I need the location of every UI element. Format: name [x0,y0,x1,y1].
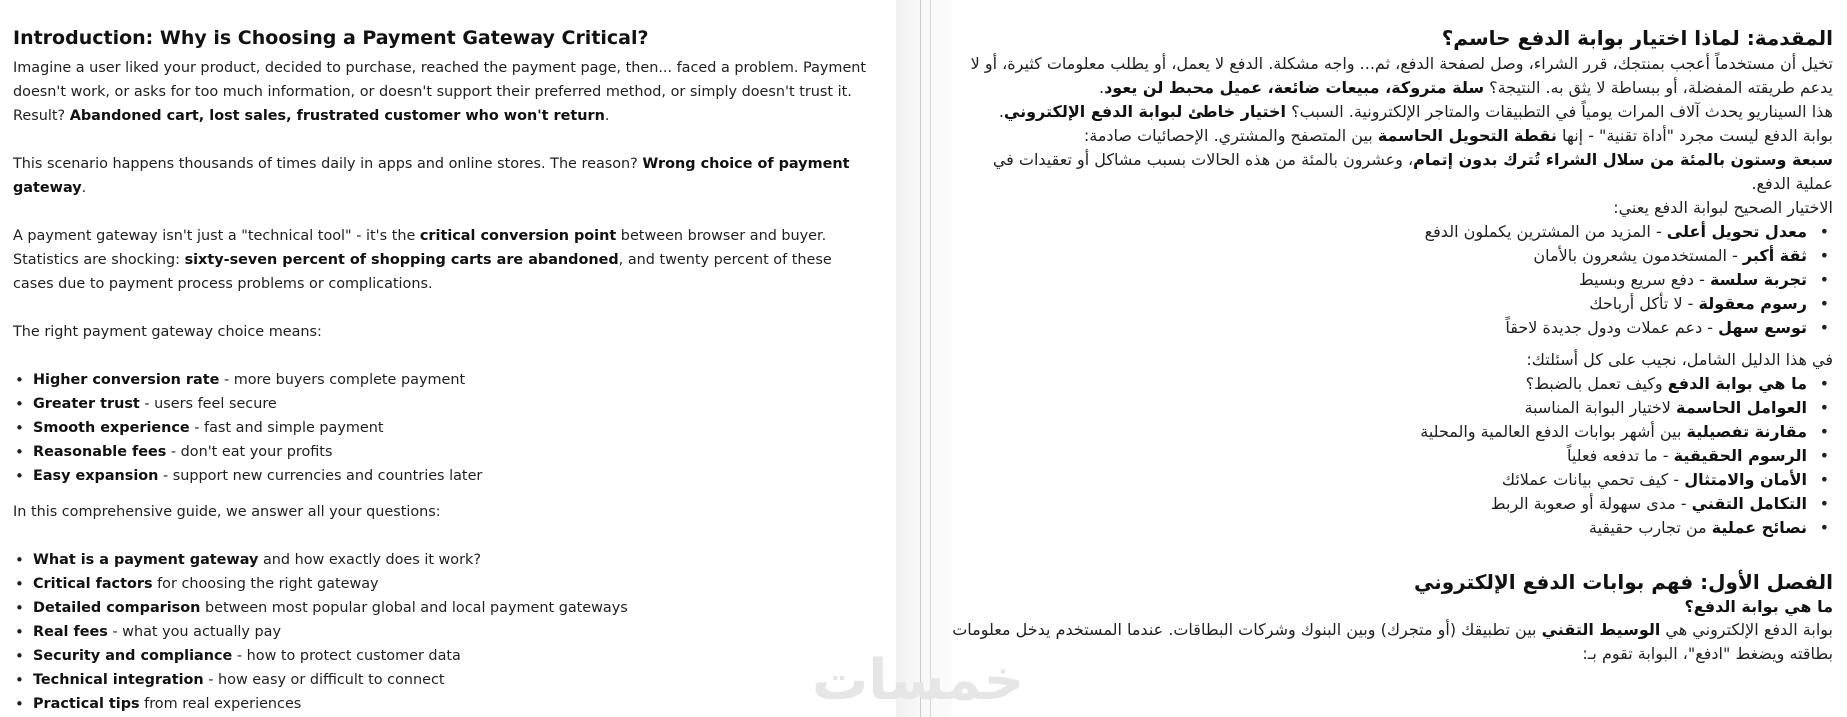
bold-text: مقارنة تفصيلية [1686,422,1807,441]
list-item [13,416,870,440]
list-item [13,440,870,464]
arabic-intro-heading: المقدمة: لماذا اختيار بوابة الدفع حاسم؟ [1441,26,1833,50]
english-intro-heading: Introduction: Why is Choosing a Payment Gateway Critical? [13,27,649,49]
bold-text: Greater trust [33,396,140,412]
arabic-chapter-1-paragraph [952,618,1833,666]
bold-text: Practical tips [33,696,140,712]
text: . [604,108,610,124]
bold-text: الوسيط التقني [1541,620,1661,639]
arabic-paragraph-5: في هذا الدليل الشامل، نجيب على كل أسئلتك: [1526,350,1833,369]
pane-divider-edge [930,0,931,717]
text: A payment gateway isn't just a "technical tool" - it's the [13,228,420,244]
arabic-benefits-list [952,220,1833,340]
text: - what you actually pay [107,624,281,640]
arabic-document-pane[interactable] [952,0,1847,717]
list-item [952,516,1833,540]
text: - how easy or difficult to connect [203,672,445,688]
bold-text: What is a payment gateway [33,552,259,568]
arabic-paragraph-3 [952,124,1833,196]
text: between browser and buyer. Statistics are shocking: [13,228,827,268]
text: - المزيد من المشترين يكملون الدفع [1424,222,1667,241]
bold-text: نقطة التحويل الحاسمة [1377,126,1557,145]
text: وكيف تعمل بالضبط؟ [1525,374,1668,393]
arabic-paragraph-1 [952,52,1833,100]
list-item [13,572,870,596]
bold-text: Reasonable fees [33,444,167,460]
text: - دعم عملات ودول جديدة لاحقاً [1505,318,1719,337]
english-paragraph-3 [13,224,870,296]
bold-text: العوامل الحاسمة [1676,398,1807,417]
bold-text: ما هي بوابة الدفع [1667,374,1807,393]
list-item [952,420,1833,444]
text: Imagine a user liked your product, decided to purchase, reached the payment page, then... faced a problem. Payment doesn't work, or asks for too much information, or doesn't support their preferred method, or simply doesn't trust it. Result? [13,60,867,124]
text: This scenario happens thousands of times daily in apps and online stores. The reason? [13,156,643,172]
arabic-paragraph-4: الاختيار الصحيح لبوابة الدفع يعني: [1613,198,1833,217]
bold-text: critical conversion point [419,228,617,244]
text: . [81,180,87,196]
text: لاختيار البوابة المناسبة [1524,398,1676,417]
list-item [952,444,1833,468]
bold-text: التكامل التقني [1691,494,1807,513]
bold-text: Higher conversion rate [33,372,220,388]
list-item [952,316,1833,340]
bold-text: Security and compliance [33,648,233,664]
english-document-pane[interactable] [0,0,896,717]
list-item [13,464,870,488]
english-paragraph-4: The right payment gateway choice means: [13,324,322,340]
bold-text: اختيار خاطئ لبوابة الدفع الإلكتروني [1003,102,1286,121]
text: بين تطبيقك (أو متجرك) وبين البنوك وشركات البطاقات. عندما المستخدم يدخل معلومات بطاقته ويضغط "ادفع"، البوابة تقوم بـ: [952,620,1833,663]
list-item [952,468,1833,492]
list-item [952,268,1833,292]
bold-text: Real fees [33,624,108,640]
text: - لا تأكل أرباحك [1589,294,1699,313]
english-paragraph-2 [13,152,870,200]
watermark-logo: خمسات [812,648,1025,713]
bold-text: Abandoned cart, lost sales, frustrated customer who won't return [69,108,605,124]
bold-text: معدل تحويل أعلى [1666,222,1807,241]
text: . [1098,78,1105,97]
english-paragraph-5: In this comprehensive guide, we answer all your questions: [13,504,441,520]
bold-text: Smooth experience [33,420,190,436]
bold-text: Wrong choice of payment gateway [13,156,850,196]
text: بين أشهر بوابات الدفع العالمية والمحلية [1420,422,1687,441]
bold-text: ثقة أكبر [1742,246,1807,265]
bold-text: الأمان والامتثال [1684,470,1807,489]
list-item [13,668,870,692]
list-item [13,692,870,716]
list-item [13,644,870,668]
text: ، وعشرون بالمئة من هذه الحالات بسبب مشاكل أو تعقيدات في عملية الدفع. [992,150,1833,193]
list-item [13,548,870,572]
list-item [13,620,870,644]
bold-text: سبعة وستون بالمئة من سلال الشراء تُترك بدون إتمام [1413,150,1833,169]
bold-text: سلة متروكة، مبيعات ضائعة، عميل محبط لن يعود [1104,78,1485,97]
english-paragraph-1 [13,56,870,128]
bold-text: Critical factors [33,576,153,592]
text: . [998,102,1004,121]
pane-divider[interactable] [920,0,921,717]
bold-text: Detailed comparison [33,600,201,616]
arabic-document [952,0,1847,666]
text: for choosing the right gateway [152,576,379,592]
list-item [952,292,1833,316]
text: - users feel secure [139,396,277,412]
text: - المستخدمون يشعرون بالأمان [1533,246,1743,265]
text: between most popular global and local payment gateways [200,600,628,616]
english-benefits-list [13,368,870,488]
list-item [952,492,1833,516]
text: and how exactly does it work? [258,552,482,568]
bold-text: الرسوم الحقيقية [1673,446,1807,465]
text: - كيف تحمي بيانات عملائك [1501,470,1685,489]
text: تخيل أن مستخدماً أعجب بمنتجك، قرر الشراء، وصل لصفحة الدفع، ثم... واجه مشكلة. الدفع لا يعمل، أو يطلب معلومات كثيرة، أو لا يدعم طريقته المفضلة، أو ببساطة لا يثق به. النتيجة؟ [970,54,1833,97]
bold-text: نصائح عملية [1711,518,1807,537]
arabic-chapter-1-heading: الفصل الأول: فهم بوابات الدفع الإلكتروني [1413,570,1833,594]
text: - how to protect customer data [232,648,461,664]
text: من تجارب حقيقية [1588,518,1712,537]
list-item [952,372,1833,396]
list-item [13,392,870,416]
bold-text: Technical integration [33,672,204,688]
text: بوابة الدفع الإلكتروني هي [1660,620,1833,639]
list-item [13,596,870,620]
text: , and twenty percent of these cases due to payment process problems or complications. [13,252,832,292]
text: - more buyers complete payment [219,372,466,388]
text: - مدى سهولة أو صعوبة الربط [1490,494,1692,513]
arabic-topics-list [952,372,1833,540]
text: - don't eat your profits [166,444,333,460]
bold-text: تجربة سلسة [1709,270,1807,289]
list-item [952,396,1833,420]
text: بوابة الدفع ليست مجرد "أداة تقنية" - إنها [1556,126,1833,145]
bold-text: sixty-seven percent of shopping carts are abandoned [184,252,619,268]
text: بين المتصفح والمشتري. الإحصائيات صادمة: [1083,126,1378,145]
list-item [952,220,1833,244]
text: هذا السيناريو يحدث آلاف المرات يومياً في التطبيقات والمتاجر الإلكترونية. السبب؟ [1286,102,1833,121]
bold-text: توسع سهل [1718,318,1807,337]
english-topics-list [13,548,870,716]
text: - support new currencies and countries later [158,468,483,484]
list-item [952,244,1833,268]
bold-text: رسوم معقولة [1698,294,1807,313]
text: - fast and simple payment [189,420,384,436]
text: - ما تدفعه فعلياً [1566,446,1674,465]
english-document [0,0,870,716]
text: - دفع سريع وبسيط [1578,270,1710,289]
list-item [13,368,870,392]
arabic-chapter-1-subheading: ما هي بوابة الدفع؟ [1684,597,1833,616]
text: from real experiences [139,696,302,712]
arabic-paragraph-2 [952,100,1833,124]
pane-gutter [896,0,952,717]
bold-text: Easy expansion [33,468,159,484]
